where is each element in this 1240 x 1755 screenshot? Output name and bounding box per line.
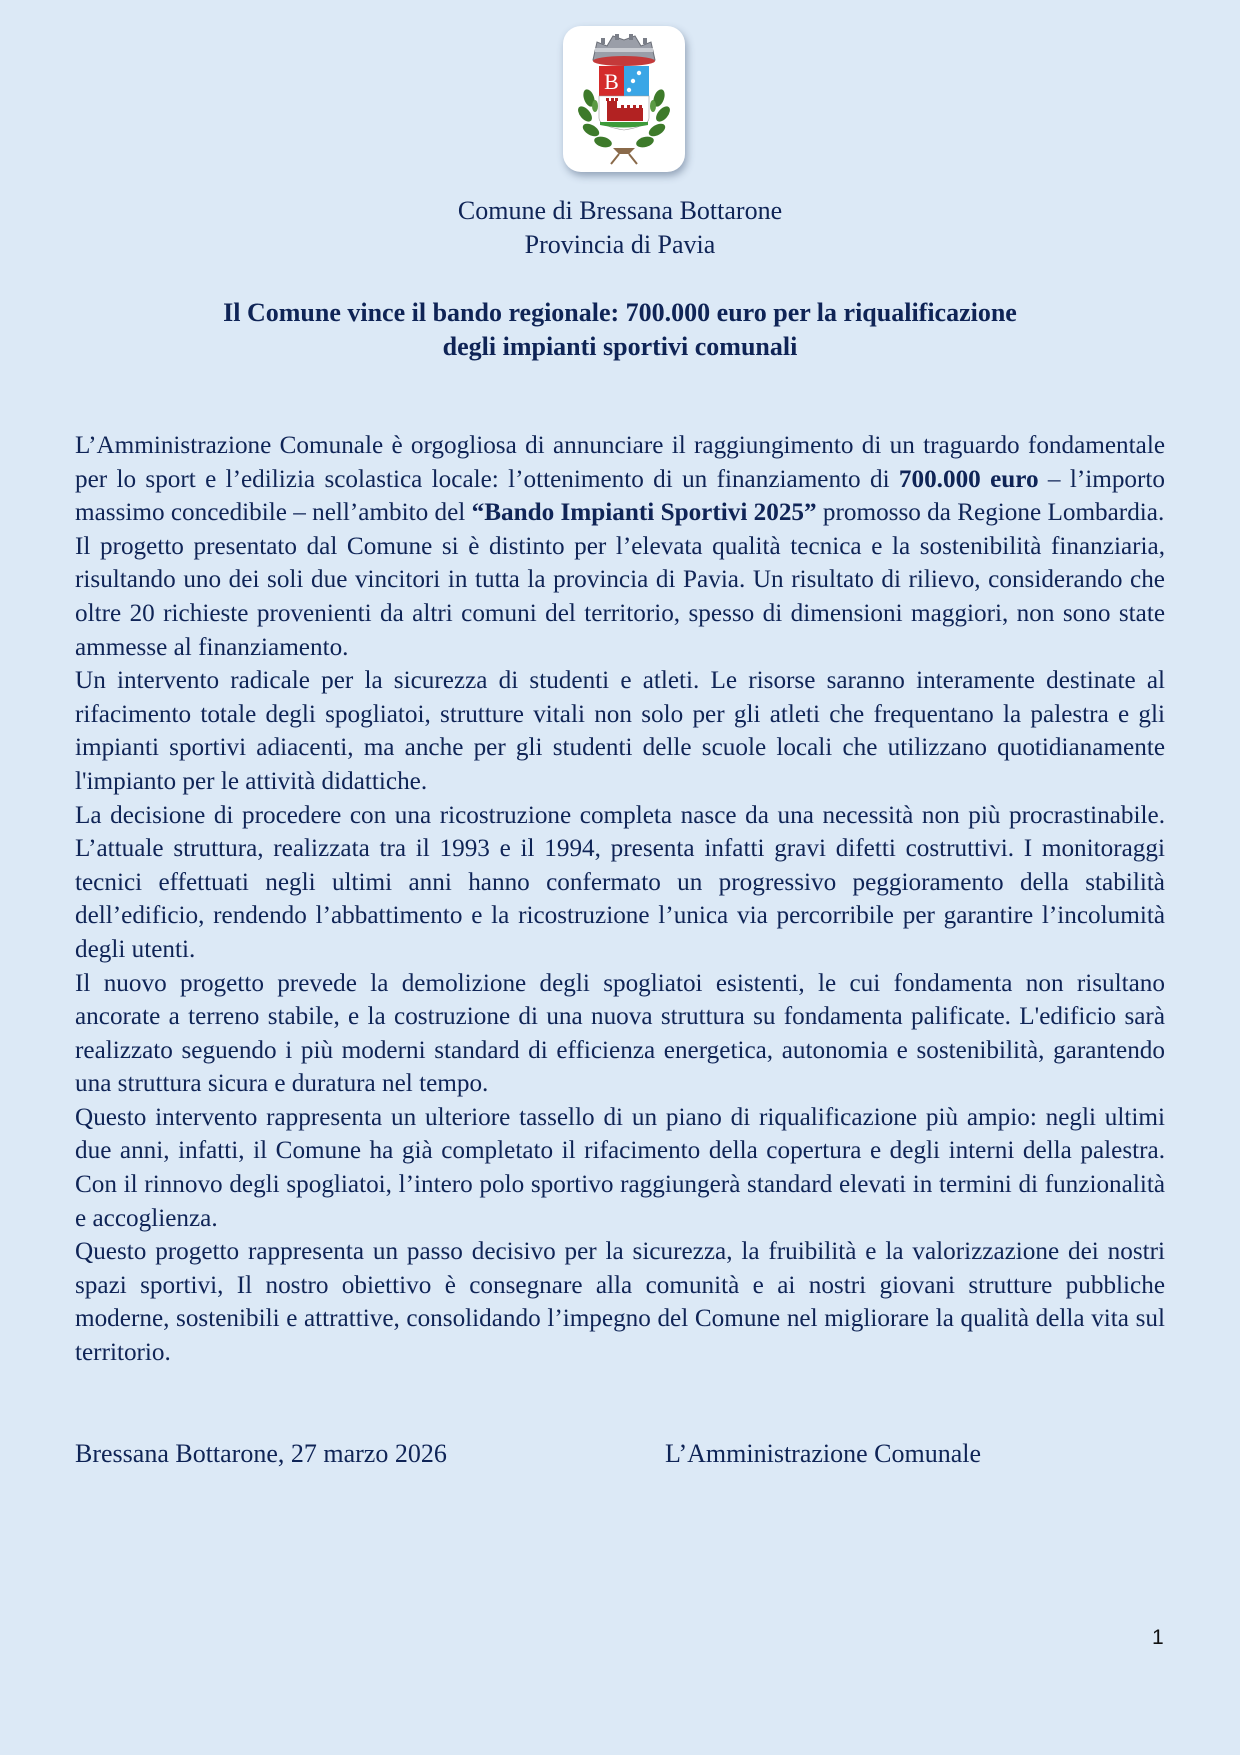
paragraph-new-project: Il nuovo progetto prevede la demolizione degli spogliatoi esistenti, le cui fondamenta non risultano ancorate a terreno stabile, e la costruzione di una nuova struttura su fondamenta palificate. L'edificio sarà realizzato seguendo i più moderni standard di efficienza energetica, autonomia e sostenibilità, garantendo una struttura sicura e duratura nel tempo. [75, 969, 1165, 1098]
place-and-date: Bressana Bottarone, 27 marzo 2026 [75, 1439, 447, 1468]
municipality-name: Comune di Bressana Bottarone [457, 196, 783, 225]
document-title-line-2: degli impianti sportivi comunali [442, 332, 798, 361]
signature: L’Amministrazione Comunale [665, 1439, 982, 1468]
paragraph-text: – l’importo massimo concedibile – nell’ambito del [75, 465, 1165, 527]
bando-name: “Bando Impianti Sportivi 2025” [471, 499, 817, 527]
paragraph-intervention: Un intervento radicale per la sicurezza di studenti e atleti. Le risorse saranno interamente destinate al rifacimento totale degli spogliatoi, strutture vitali non solo per gli atleti che frequentano la palestra e gli impianti sportivi adiacenti, ma anche per gli studenti delle scuole locali che utilizzano quotidianamente l'impianto per le attività didattiche. [75, 667, 1165, 795]
paragraph-requalification-plan: Questo intervento rappresenta un ulteriore tassello di un piano di riqualificazione più ampio: negli ultimi due anni, infatti, il Comune ha già completato il rifacimento della copertura e degli interni della palestra. Con il rinnovo degli spogliatoi, l’intero polo sportivo raggiungerà standard elevati in termini di funzionalità e accoglienza. [75, 1103, 1165, 1232]
coat-of-arms-icon [563, 26, 685, 172]
paragraph-decision: La decisione di procedere con una ricostruzione completa nasce da una necessità non più procrastinabile. L’attuale struttura, realizzata tra il 1993 e il 1994, presenta infatti gravi difetti costruttivi. I monitoraggi tecnici effettuati negli ultimi anni hanno confermato un progressivo peggioramento della stabilità dell’edificio, rendendo l’abbattimento e la ricostruzione l’unica via percorribile per garantire l’incolumità degli utenti. [75, 801, 1165, 963]
paragraph-project-ranking: Il progetto presentato dal Comune si è distinto per l’elevata qualità tecnica e la sostenibilità finanziaria, risultando uno dei soli due vincitori in tutta la provincia di Pavia. Un risultato di rilievo, considerando che oltre 20 richieste provenienti da altri comuni del territorio, spesso di dimensioni maggiori, non sono state ammesse al finanziamento. [75, 532, 1165, 661]
shield-icon [599, 66, 649, 130]
municipal-crest [563, 26, 685, 172]
crest-letter: B [604, 69, 619, 94]
paragraph-conclusion: Questo progetto rappresenta un passo decisivo per la sicurezza, la fruibilità e la valorizzazione dei nostri spazi sportivi, Il nostro obiettivo è consegnare alla comunità e ai nostri giovani strutture pubbliche moderne, sostenibili e attrattive, consolidando l’impegno del Comune nel migliorare la qualità della vita sul territorio. [75, 1238, 1165, 1367]
paragraph-text: promosso da Regione Lombardia. [816, 499, 1165, 527]
document-body [75, 429, 1165, 1370]
funding-amount: 700.000 euro [898, 465, 1039, 493]
document-title-line-1: Il Comune vince il bando regionale: 700.000 euro per la riqualificazione [223, 298, 1017, 327]
paragraph-announcement [75, 429, 1165, 530]
crown-icon [593, 34, 655, 66]
paragraph-text: L’Amministrazione Comunale è orgogliosa di annunciare il raggiungimento di un traguardo fondamentale per lo sport e l’edilizia scolastica locale: l’ottenimento di un finanziamento di [75, 432, 1165, 493]
province-name: Provincia di Pavia [524, 230, 716, 259]
page-number: 1 [1152, 1626, 1164, 1649]
